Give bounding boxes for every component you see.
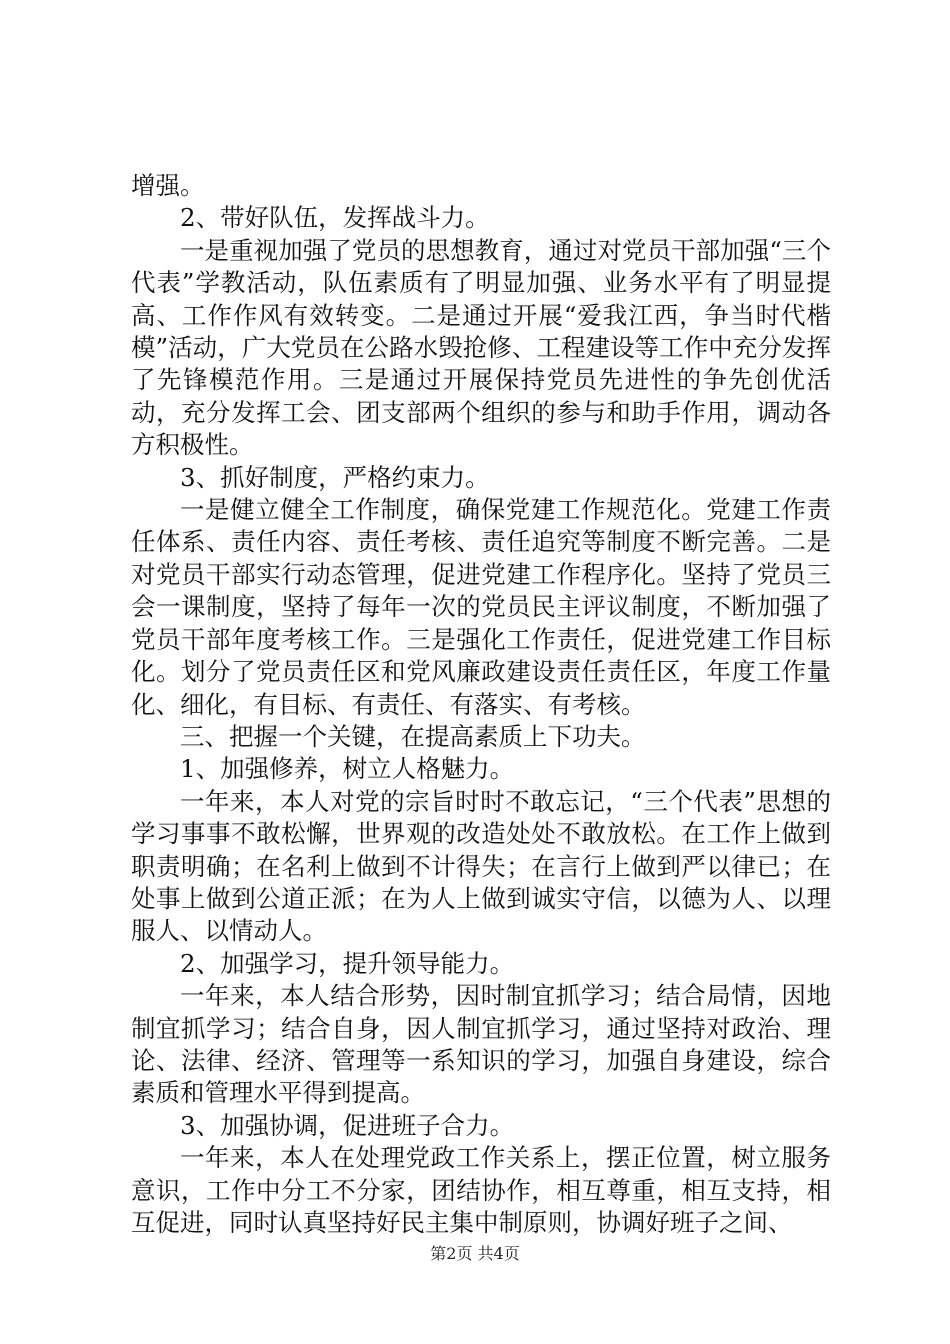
body-paragraph: 2、加强学习，提升领导能力。 [180,948,515,978]
body-paragraph: 一年来，本人对党的宗旨时时不敢忘记，“三个代表”思想的学习事事不敢松懈，世界观的改造处处不敢放松。在工作上做到职责明确；在名利上做到不计得失；在言行上做到严以律已；在处事上做到公道正派；在为人上做到诚实守信，以德为人、以理服人、以情动人。 [131,786,831,946]
body-paragraph: 3、抓好制度，严格约束力。 [180,462,490,492]
document-body [131,170,831,1239]
body-paragraph: 1、加强修养，树立人格魅力。 [180,754,515,784]
body-paragraph: 一年来，本人在处理党政工作关系上，摆正位置，树立服务意识，工作中分工不分家，团结协作，相互尊重，相互支持，相互促进，同时认真坚持好民主集中制原则，协调好班子之间、 [131,1143,831,1237]
body-paragraph: 2、带好队伍，发挥战斗力。 [180,203,490,233]
body-paragraph: 一年来，本人结合形势，因时制宜抓学习；结合局情，因地制宜抓学习；结合自身，因人制宜抓学习，通过坚持对政治、理论、法律、经济、管理等一系知识的学习，加强自身建设，综合素质和管理水平得到提高。 [131,981,831,1108]
body-paragraph: 一是健立健全工作制度，确保党建工作规范化。党建工作责任体系、责任内容、责任考核、责任追究等制度不断完善。二是对党员干部实行动态管理，促进党建工作程序化。坚持了党员三会一课制度，坚持了每年一次的党员民主评议制度，不断加强了党员干部年度考核工作。三是强化工作责任，促进党建工作目标化。划分了党员责任区和党风廉政建设责任责任区，年度工作量化、细化，有目标、有责任、有落实、有考核。 [131,495,831,719]
page-footer: 第2页 共4页 [430,1244,520,1263]
body-paragraph: 3、加强协调，促进班子合力。 [180,1110,515,1140]
body-paragraph: 一是重视加强了党员的思想教育，通过对党员干部加强“三个代表”学教活动，队伍素质有了明显加强、业务水平有了明显提高、工作作风有效转变。二是通过开展“爱我江西，争当时代楷模”活动，广大党员在公路水毁抢修、工程建设等工作中充分发挥了先锋模范作用。三是通过开展保持党员先进性的争先创优活动，充分发挥工会、团支部两个组织的参与和助手作用，调动各方积极性。 [131,235,831,460]
body-paragraph: 三、把握一个关键，在提高素质上下功夫。 [180,721,646,751]
body-paragraph: 增强。 [131,171,205,200]
